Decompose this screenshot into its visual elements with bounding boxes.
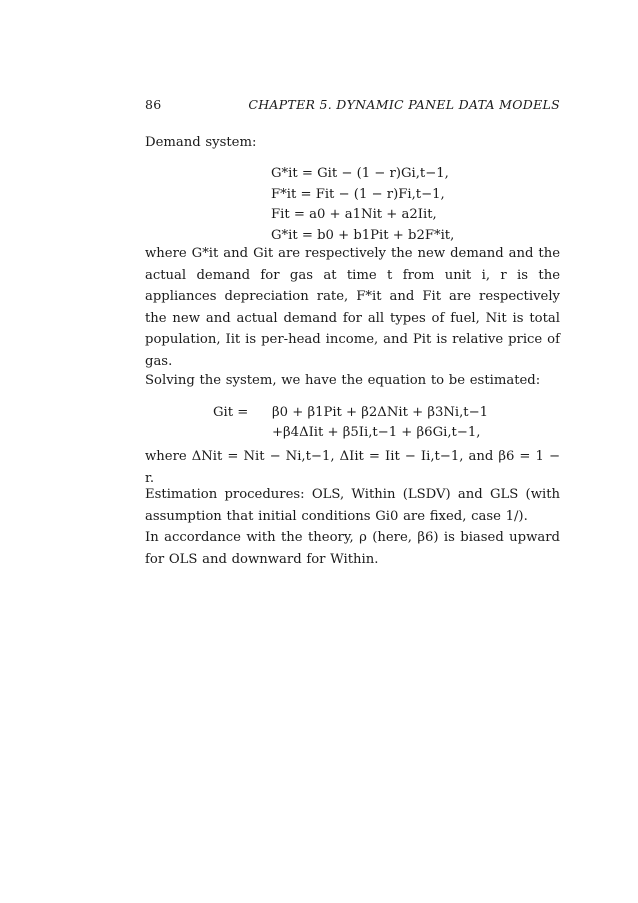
paragraph-theory: In accordance with the theory, ρ (here, β6) is biased upward for OLS and downward for Within. (145, 530, 560, 567)
section-intro: Demand system: (145, 135, 257, 150)
equation-line: G*it = b0 + b1Pit + b2F*it, (271, 227, 455, 243)
running-title: CHAPTER 5. DYNAMIC PANEL DATA MODELS (248, 97, 560, 112)
paragraph-where: where ΔNit = Nit − Ni,t−1, ΔIit = Iit − Ii,t−1, and β6 = 1 − r. (145, 449, 560, 486)
equation-line: Fit = a0 + a1Nit + a2Iit, (271, 207, 437, 222)
page-header (145, 97, 560, 117)
equation-line: F*it = Fit − (1 − r)Fi,t−1, (271, 186, 445, 202)
equation-rhs-line: β0 + β1Pit + β2ΔNit + β3Ni,t−1 (272, 405, 489, 420)
paragraph-estimation: Estimation procedures: OLS, Within (LSDV) and GLS (with assumption that initial conditions Gi0 are fixed, case 1/). (145, 487, 560, 524)
paragraph-solving: Solving the system, we have the equation to be estimated: (145, 373, 541, 388)
equation-rhs-line: +β4ΔIit + β5Ii,t−1 + β6Gi,t−1, (272, 425, 481, 440)
equation-line: G*it = Git − (1 − r)Gi,t−1, (271, 166, 449, 181)
demand-system-equations (271, 164, 454, 246)
equation-lhs: Git = (213, 405, 249, 420)
paragraph-definitions: where G*it and Git are respectively the new demand and the actual demand for gas at time t from unit i, r is the appliances depreciation rate, F*it and Fit are respectively the new and actual demand for all types of fuel, Nit is total population, Iit is per-head income, and Pit is relative price of gas. (145, 246, 560, 369)
page-number: 86 (145, 97, 162, 112)
